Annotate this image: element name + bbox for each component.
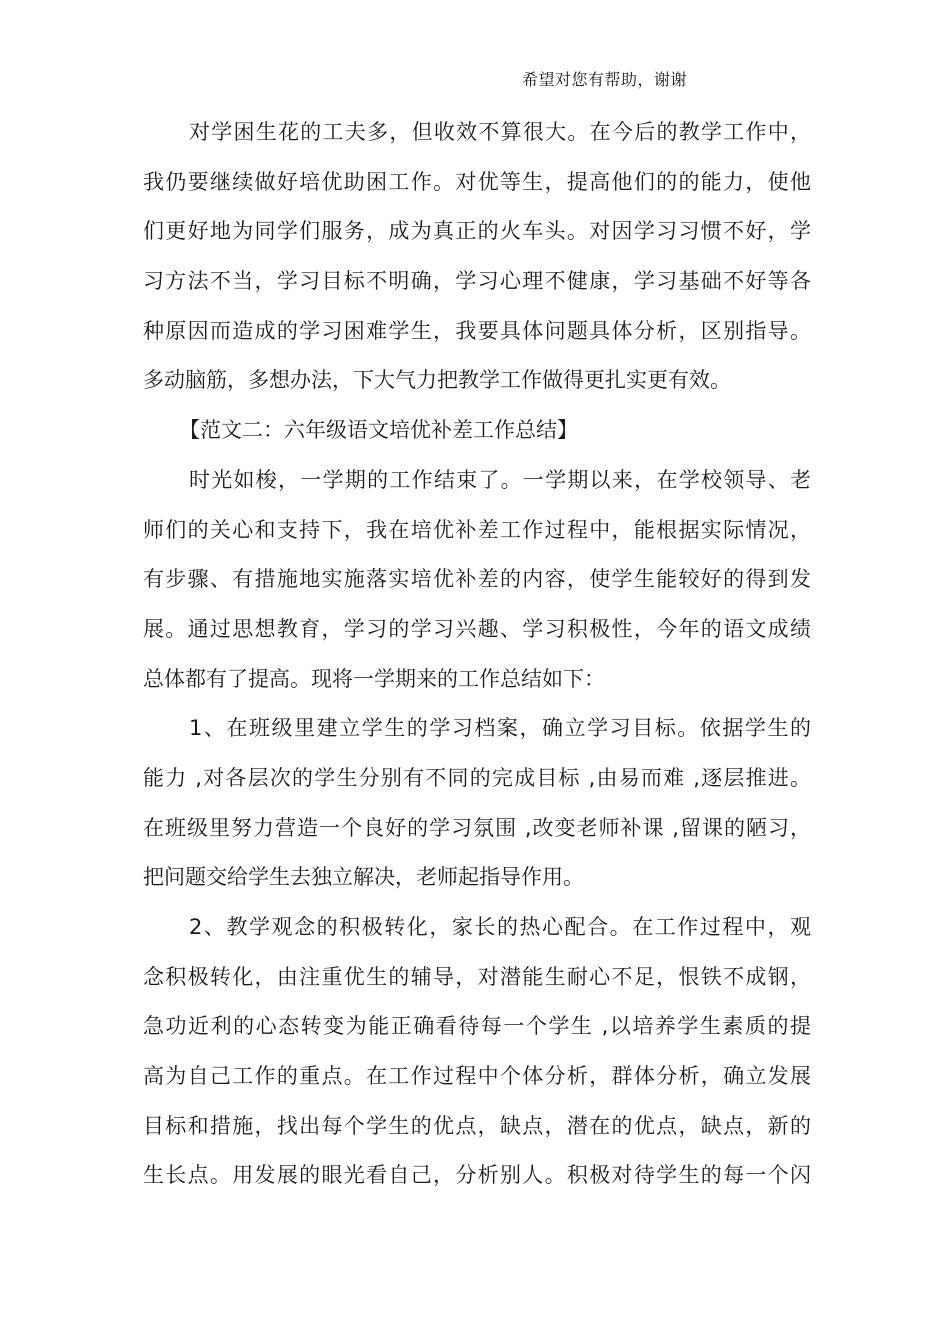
text-line: 习方法不当，学习目标不明确，学习心理不健康，学习基础不好等各 xyxy=(143,269,811,294)
text-line: 2、教学观念的积极转化，家长的热心配合。在工作过程中，观 xyxy=(189,915,811,939)
text-line: 急功近利的心态转变为能正确看待每一个学生 ,以培养学生素质的提 xyxy=(143,1014,811,1039)
body-text xyxy=(143,108,811,1201)
text-line: 高为自己工作的重点。在工作过程中个体分析，群体分析，确立发展 xyxy=(143,1064,811,1089)
text-line: 我仍要继续做好培优助困工作。对优等生，提高他们的的能力，使他 xyxy=(143,169,811,194)
section-heading: 【范文二：六年级语文培优补差工作总结】 xyxy=(179,418,578,443)
text-line: 种原因而造成的学习困难学生，我要具体问题具体分析，区别指导。 xyxy=(143,318,811,343)
text-line: 把问题交给学生去独立解决，老师起指导作用。 xyxy=(143,865,584,890)
header-note: 希望对您有帮助，谢谢 xyxy=(522,70,688,89)
text-line: 有步骤、有措施地实施落实培优补差的内容，使学生能较好的得到发 xyxy=(143,567,811,592)
text-line: 对学困生花的工夫多，但收效不算很大。在今后的教学工作中， xyxy=(189,120,811,144)
text-line: 在班级里努力营造一个良好的学习氛围 ,改变老师补课 ,留课的陋习， xyxy=(143,815,811,840)
text-line: 时光如梭，一学期的工作结束了。一学期以来，在学校领导、老 xyxy=(189,467,811,492)
text-line: 多动脑筋，多想办法，下大气力把教学工作做得更扎实更有效。 xyxy=(143,368,731,393)
text-line: 目标和措施，找出每个学生的优点，缺点，潜在的优点，缺点，新的 xyxy=(143,1113,811,1138)
text-line: 生长点。用发展的眼光看自己，分析别人。积极对待学生的每一个闪 xyxy=(143,1163,811,1188)
text-line: 念积极转化，由注重优生的辅导，对潜能生耐心不足，恨铁不成钢， xyxy=(143,964,811,989)
text-line: 1、在班级里建立学生的学习档案，确立学习目标。依据学生的 xyxy=(189,716,811,741)
text-line: 们更好地为同学们服务，成为真正的火车头。对因学习习惯不好，学 xyxy=(143,219,811,244)
text-line: 能力 ,对各层次的学生分别有不同的完成目标 ,由易而难 ,逐层推进。 xyxy=(143,765,811,790)
text-line: 总体都有了提高。现将一学期来的工作总结如下： xyxy=(143,666,605,691)
text-line: 师们的关心和支持下，我在培优补差工作过程中，能根据实际情况， xyxy=(143,517,811,542)
text-line: 展。通过思想教育，学习的学习兴趣、学习积极性，今年的语文成绩 xyxy=(143,616,811,641)
